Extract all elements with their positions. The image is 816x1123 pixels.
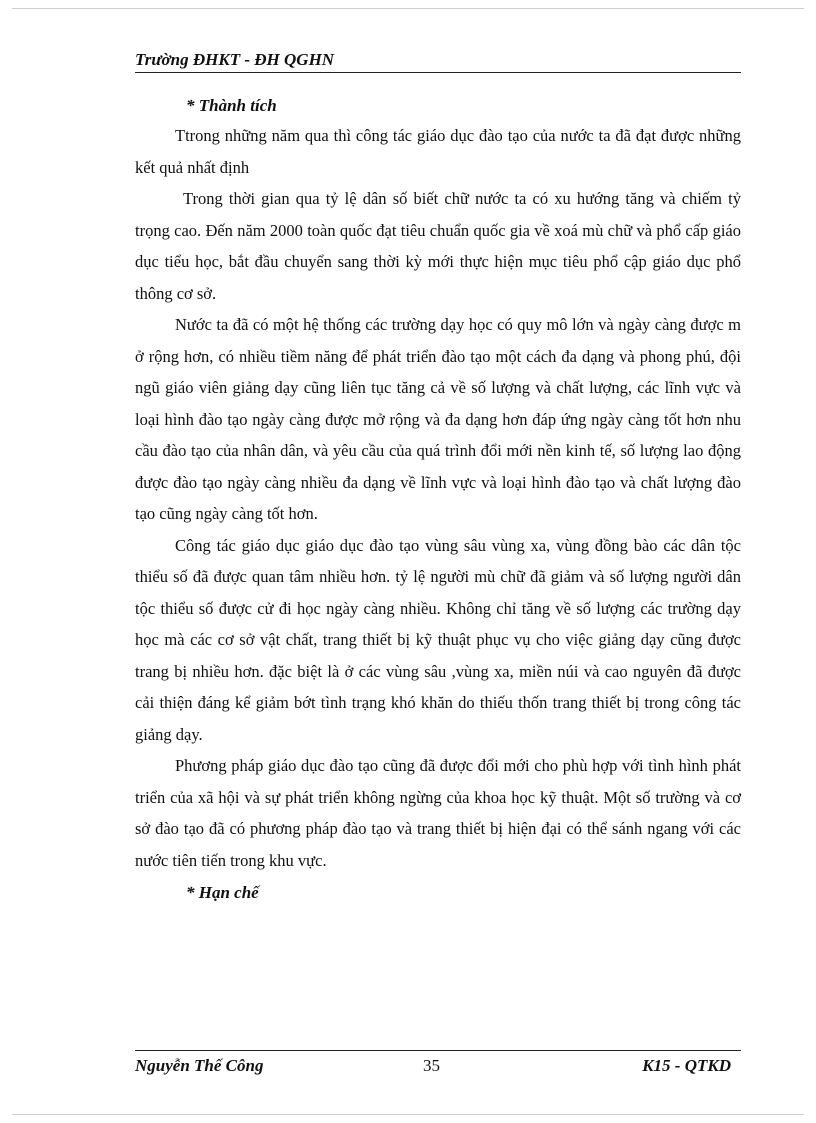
- footer-author: Nguyễn Thế Công: [135, 1056, 264, 1075]
- paragraph-5: Phương pháp giáo dục đào tạo cũng đã được đổi mới cho phù hợp với tình hình phát triển của xã hội và sự phát triển không ngừng của khoa học kỹ thuật. Một số trường và cơ sở đào tạo đã có phương pháp đào tạo và trang thiết bị hiện đại có thể sánh ngang với các nước tiên tiến trong khu vực.: [135, 756, 741, 870]
- page-number: 35: [423, 1056, 440, 1075]
- page-footer: [135, 1055, 741, 1079]
- footer-class-code: K15 - QTKD: [642, 1056, 731, 1075]
- footer-divider: [135, 1050, 741, 1051]
- paragraph-4: Công tác giáo dục giáo dục đào tạo vùng sâu vùng xa, vùng đồng bào các dân tộc thiểu số đã được quan tâm nhiều hơn. tỷ lệ người mù chữ đã giảm và số lượng người dân tộc thiểu số được cử đi học ngày càng nhiều. Không chỉ tăng về số lượng các trường dạy học mà các cơ sở vật chất, trang thiết bị kỹ thuật phục vụ cho việc giảng dạy cũng được trang bị nhiều hơn. đặc biệt là ở các vùng sâu ,vùng xa, miền núi và cao nguyên đã được cải thiện đáng kể giảm bớt tình trạng khó khăn do thiếu thốn trang thiết bị trong công tác giảng dạy.: [135, 535, 741, 744]
- page-header: Trường ĐHKT - ĐH QGHN: [135, 50, 335, 69]
- paragraph-1: Ttrong những năm qua thì công tác giáo dục đào tạo của nước ta đã đạt được những kết quả nhất định: [135, 126, 741, 177]
- page-top-border: [12, 8, 804, 9]
- paragraph-3: Nước ta đã có một hệ thống các trường dạy học có quy mô lớn và ngày càng được m ở rộng hơn, có nhiều tiềm năng để phát triển đào tạo một cách đa dạng và phong phú, đội ngũ giáo viên giảng dạy cũng liên tục tăng cả về số lượng và chất lượng, các lĩnh vực và loại hình đào tạo ngày càng được mở rộng và đa dạng hơn đáp ứng ngày càng tốt hơn nhu cầu đào tạo của nhân dân, và yêu cầu của quá trình đổi mới nền kinh tế, số lượng lao động được đào tạo ngày càng nhiều đa dạng về lĩnh vực và loại hình đào tạo và chất lượng đào tạo cũng ngày càng tốt hơn.: [135, 315, 741, 523]
- header-divider: [135, 72, 741, 73]
- achievements-heading: * Thành tích: [186, 96, 277, 115]
- limitations-heading: * Hạn chế: [186, 883, 259, 902]
- document-body: [135, 91, 741, 907]
- paragraph-2: Trong thời gian qua tỷ lệ dân số biết chữ nước ta có xu hướng tăng và chiếm tỷ trọng cao. Đến năm 2000 toàn quốc đạt tiêu chuẩn quốc gia về xoá mù chữ và phổ cấp giáo dục tiểu học, bắt đầu chuyển sang thời kỳ mới thực hiện mục tiêu phổ cập giáo dục phổ thông cơ sở.: [135, 189, 741, 303]
- page-bottom-border: [12, 1114, 804, 1115]
